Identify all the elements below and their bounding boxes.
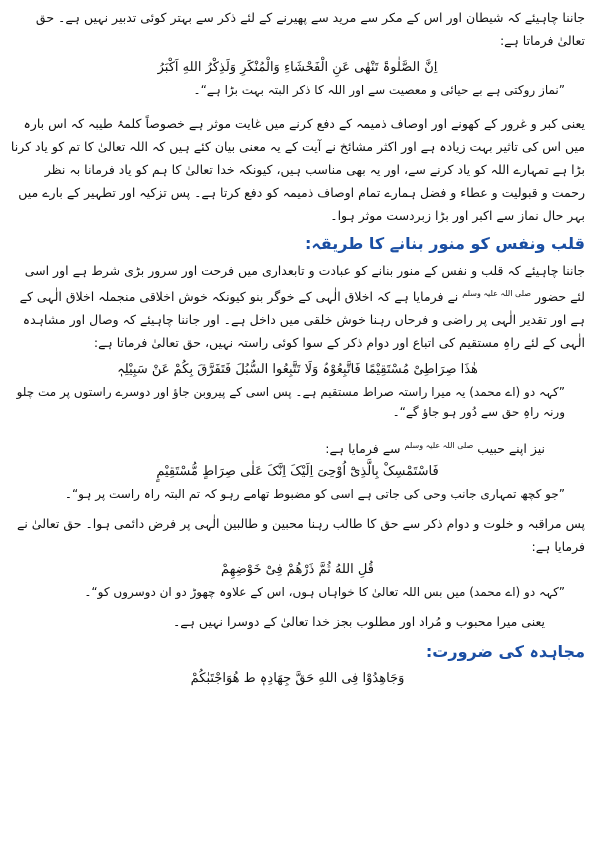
intro-paragraph: جاننا چاہیئے کہ شیطان اور اس کے مکر سے مرید سے پھیرنے کے لئے ذکر سے بہتر کوئی تدبیر نہیں ہے۔ حق تعالیٰ فرماتا ہے: [35, 10, 585, 48]
beloved-intro-part-2: سے فرمایا ہے: [325, 441, 401, 457]
quran-verse-2: ھٰذَا صِرَاطِیْ مُسْتَقِیْمًا فَاتَّبِعُوْہُ وَلَا تَتَّبِعُوا السُّبُلَ فَتَفَرَّقَ بِکُمْ عَنْ سَبِیْلِہٖ [117, 362, 478, 378]
heart-self-paragraph [10, 259, 585, 354]
quran-verse-4: قُلِ اللهُ ثُمَّ ذَرْھُمْ فِیْ خَوْضِھِمْ [221, 562, 374, 578]
beloved-intro-line [10, 434, 585, 460]
paragraph-part-2: نے فرمایا ہے کہ اخلاق الٰہی کے خوگر بنو کیونکہ خوش اخلاقی منجملہ اخلاق الٰہی کے ہے اور تقدیر الٰہی پر راضی و فرحاں رہنا خوش خلقی میں داخل ہے۔ اور جاننا چاہیئے کہ وصال اور مشاہدہ الٰہی کے لئے راہِ مستقیم کی اتباع اور دوام ذکر کے سوا کوئی راستہ نہیں، حق تعالیٰ فرماتا ہے: [19, 289, 585, 351]
section-heading-heart-and-self: قلب ونفس کو منور بنانے کا طریقہ: [304, 234, 585, 253]
verse-3-translation: ”جو کچھ تمہاری جانب وحی کی جاتی ہے اسی کو مضبوط تھامے رہو کہ تم البتہ راہ راست پر ہو“۔ [64, 487, 565, 502]
remembrance-paragraph: پس مراقبہ و خلوت و دوام ذکر سے حق کا طالب رہنا محبین و طالبین الٰہی پر فرض دائمی ہوا۔ حق تعالیٰ نے فرمایا ہے: [17, 516, 585, 555]
verse-4-translation: ”کہہ دو (اے محمد) میں بس اللہ تعالیٰ کا خواہاں ہوں، اس کے علاوہ چھوڑ دو ان دوسروں کو“۔ [84, 585, 565, 600]
honorific-symbol-2: صلی اللہ علیہ وسلم [404, 441, 474, 451]
paragraph-part-1: جاننا چاہیئے کہ قلب و نفس کے منور بنانے کو عبادت و تابعداری میں فرحت اور سرور بڑی شرط ہے اور اسی لئے حضور [24, 263, 585, 305]
verse-1-translation: ”نماز روکتی ہے بے حیائی و معصیت سے اور اللہ کا ذکر البتہ بہت بڑا ہے“۔ [193, 83, 565, 97]
beloved-summary-line: یعنی میرا محبوب و مُراد اور مطلوب بجز خدا تعالیٰ کے دوسرا نہیں ہے۔ [172, 614, 545, 630]
quran-verse-3: فَاسْتَمْسِکْ بِالَّذِیْٓ اُوْحِیَ اِلَیْکَ اِنَّکَ عَلٰی صِرَاطٍ مُّسْتَقِیْمٍ [156, 464, 439, 480]
verse-2-translation: ”کہہ دو (اے محمد) یہ میرا راستہ صراط مستقیم ہے۔ پس اسی کے پیروبن جاؤ اور دوسرے راستوں پر مت چلو ورنہ راہِ حق سے دُور ہو جاؤ گے“۔ [16, 385, 565, 420]
explanation-paragraph: یعنی کبر و غرور کے کھونے اور اوصاف ذمیمہ کے دفع کرنے میں غایت موثر ہے خصوصاً کلمۂ طیبہ کہ اس بارہ میں اس کی تاثیر بہت زیادہ ہے اور اکثر مشائخ نے آیت کے یہ معنی بیان کئے ہیں کہ اللہ تعالیٰ کا تم کو یاد کرنا بڑا ہے تمہارے اللہ کو یاد کرنے سے، اور یہ بھی مناسب ہیں، کیونکہ خدا تعالیٰ کا ہم کو یاد فرمانا بہ نظر رحمت و قبولیت و عطاء و فضل ہمارے تمام اوصاف ذمیمہ کو دفع کرتا ہے۔ پس تزکیہ اور تطہیر کے بارے میں بہر حال نماز سے اکبر اور بڑا زبردست موثر ہوا۔ [10, 116, 585, 223]
section-heading-striving: مجاہدہ کی ضرورت: [425, 642, 585, 662]
beloved-intro-part-1: نیز اپنے حبیب [477, 441, 545, 457]
honorific-symbol: صلی اللہ علیہ وسلم [462, 289, 532, 298]
quran-verse-5: وَجَاھِدُوْا فِی اللهِ حَقَّ جِھَادِہٖ ط ھُوَاجْتَبٰکُمْ [190, 671, 405, 687]
quran-verse-1: اِنَّ الصَّلٰوۃَ تَنْھٰی عَنِ الْفَحْشَاءِ وَالْمُنْکَرِ وَلَذِکْرُ اللهِ اَکْبَرُ [157, 60, 438, 75]
